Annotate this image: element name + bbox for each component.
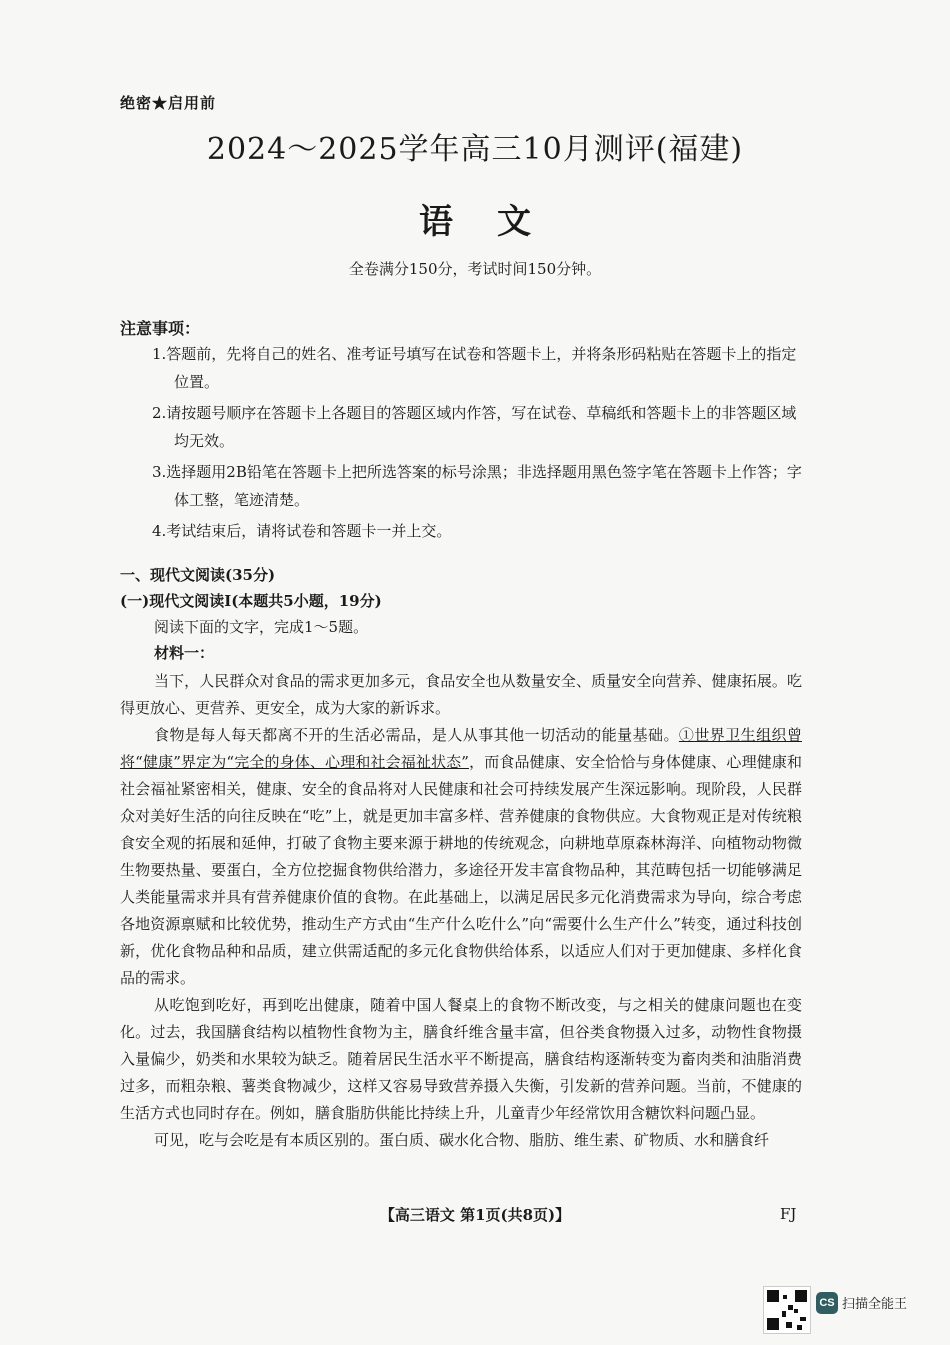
- notes-list: [152, 340, 802, 548]
- underlined-sentence: ①世界卫生组织曾将“健康”界定为“完全的身体、心理和社会福祉状态”: [120, 726, 802, 771]
- qr-code-icon: [763, 1286, 811, 1334]
- exam-title: 2024～2025学年高三10月测评(福建): [206, 132, 744, 167]
- note-item: 4.考试结束后，请将试卷和答题卡一并上交。: [152, 522, 452, 540]
- note-item: 3.选择题用2B铅笔在答题卡上把所选答案的标号涂黑；非选择题用黑色签字笔在答题卡上作答；字体工整，笔迹清楚。: [152, 463, 802, 509]
- paragraph-text: ，而食品健康、安全恰恰与身体健康、心理健康和社会福祉紧密相关，健康、安全的食品将对人民健康和社会可持续发展产生深远影响。现阶段，人民群众对美好生活的向往反映在“吃”上，就是更加丰富多样、营养健康的食物供应。大食物观正是对传统粮食安全观的拓展和延伸，打破了食物主要来源于耕地的传统观念，向耕地草原森林海洋、向植物动物微生物要热量、要蛋白，全方位挖掘食物供给潜力，多途径开发丰富食物品种，其范畴包括一切能够满足人类能量需求并具有营养健康价值的食物。在此基础上，以满足居民多元化消费需求为导向，综合考虑各地资源禀赋和比较优势，推动生产方式由“生产什么吃什么”向“需要什么生产什么”转变，通过科技创新，优化食物品种和品质，建立供需适配的多元化食物供给体系，以适应人们对于更加健康、多样化食品的需求。: [120, 753, 802, 987]
- camscanner-name: 扫描全能王: [842, 1296, 908, 1311]
- reading-instruction: 阅读下面的文字，完成1～5题。: [154, 618, 369, 636]
- subject-title: 语文: [419, 202, 575, 242]
- paragraph: 当下，人民群众对食品的需求更加多元，食品安全也从数量安全、质量安全向营养、健康拓展。吃得更放心、更营养、更安全，成为大家的新诉求。: [120, 672, 802, 717]
- page-footer: 【高三语文 第1页(共8页)】: [379, 1206, 571, 1224]
- camscanner-logo-icon: CS: [816, 1292, 838, 1314]
- note-item: 2.请按题号顺序在答题卡上各题目的答题区域内作答，写在试卷、草稿纸和答题卡上的非答题区域均无效。: [152, 404, 797, 450]
- notes-heading: 注意事项：: [120, 319, 201, 338]
- subsection-heading: (一)现代文阅读Ⅰ(本题共5小题，19分): [120, 592, 382, 610]
- reading-passage: [120, 668, 802, 1154]
- paragraph-text: 食物是每人每天都离不开的生活必需品，是人从事其他一切活动的能量基础。: [154, 726, 679, 744]
- paragraph: 可见，吃与会吃是有本质区别的。蛋白质、碳水化合物、脂肪、维生素、矿物质、水和膳食纤: [154, 1131, 770, 1149]
- note-item: 1.答题前，先将自己的姓名、准考证号填写在试卷和答题卡上，并将条形码粘贴在答题卡上的指定位置。: [152, 345, 797, 391]
- paragraph: [120, 722, 802, 992]
- material-label: 材料一：: [154, 644, 215, 662]
- paragraph: 从吃饱到吃好，再到吃出健康，随着中国人餐桌上的食物不断改变，与之相关的健康问题也在变化。过去，我国膳食结构以植物性食物为主，膳食纤维含量丰富，但谷类食物摄入过多，动物性食物摄入量偏少，奶类和水果较为缺乏。随着居民生活水平不断提高，膳食结构逐渐转变为畜肉类和油脂消费过多，而粗杂粮、薯类食物减少，这样又容易导致营养摄入失衡，引发新的营养问题。当前，不健康的生活方式也同时存在。例如，膳食脂肪供能比持续上升，儿童青少年经常饮用含糖饮料问题凸显。: [120, 996, 802, 1122]
- paper-code: FJ: [780, 1205, 797, 1223]
- secret-label: 绝密★启用前: [120, 94, 217, 112]
- section-heading: 一、现代文阅读(35分): [120, 566, 276, 584]
- full-score-note: 全卷满分150分，考试时间150分钟。: [348, 260, 602, 278]
